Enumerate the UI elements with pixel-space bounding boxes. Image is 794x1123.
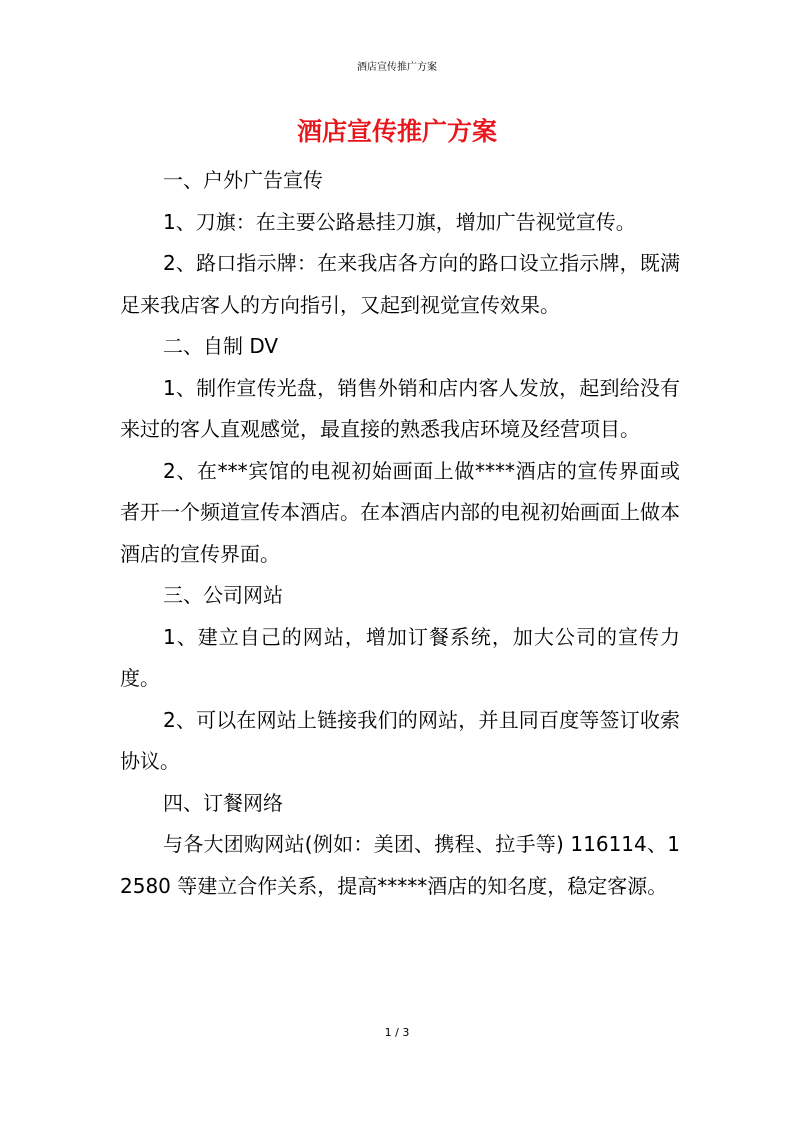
paragraph-promo-disc: 1、制作宣传光盘，销售外销和店内客人发放，起到给没有来过的客人直观感觉，最直接的熟悉我店环境及经营项目。 xyxy=(120,375,680,441)
running-header: 酒店宣传推广方案 xyxy=(357,62,437,73)
paragraph-search-agreement: 2、可以在网站上链接我们的网站，并且同百度等签订收索协议。 xyxy=(120,707,680,773)
paragraph-tv-screen: 2、在***宾馆的电视初始画面上做****酒店的宣传界面或者开一个频道宣传本酒店。在本酒店内部的电视初始画面上做本酒店的宣传界面。 xyxy=(120,458,680,566)
section-heading-outdoor-ads: 一、户外广告宣传 xyxy=(163,168,323,192)
section-heading-dv: 二、自制 DV xyxy=(163,334,279,358)
page-number: 1 / 3 xyxy=(384,1026,410,1039)
paragraph-group-buying: 与各大团购网站(例如：美团、携程、拉手等) 116114、12580 等建立合作关系，提高*****酒店的知名度，稳定客源。 xyxy=(120,832,680,898)
document-title: 酒店宣传推广方案 xyxy=(296,117,497,146)
paragraph-road-signs: 2、路口指示牌：在来我店各方向的路口设立指示牌，既满足来我店客人的方向指引，又起到视觉宣传效果。 xyxy=(120,251,680,317)
paragraph-own-website: 1、建立自己的网站，增加订餐系统，加大公司的宣传力度。 xyxy=(120,624,680,690)
document-body xyxy=(120,160,680,907)
paragraph-flag-banners: 1、刀旗：在主要公路悬挂刀旗，增加广告视觉宣传。 xyxy=(163,209,636,234)
section-heading-website: 三、公司网站 xyxy=(163,583,283,607)
section-heading-ordering-network: 四、订餐网络 xyxy=(163,790,283,815)
